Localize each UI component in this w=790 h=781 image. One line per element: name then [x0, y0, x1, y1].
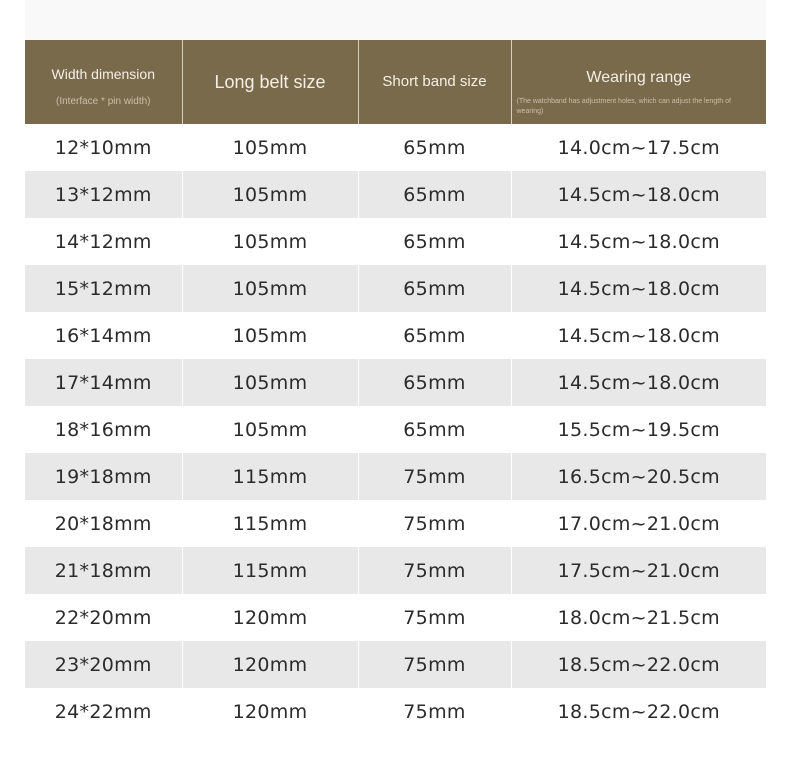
cell-long-belt: 105mm: [182, 218, 358, 265]
cell-long-belt: 105mm: [182, 406, 358, 453]
cell-wearing-range: 17.5cm~21.0cm: [511, 547, 766, 594]
table-row: [25, 265, 766, 312]
cell-wearing-range: 14.0cm~17.5cm: [511, 124, 766, 171]
cell-width-dimension: 14*12mm: [25, 218, 182, 265]
cell-short-band: 75mm: [358, 547, 511, 594]
cell-width-dimension: 19*18mm: [25, 453, 182, 500]
cell-long-belt: 105mm: [182, 124, 358, 171]
cell-width-dimension: 23*20mm: [25, 641, 182, 688]
cell-width-dimension: 22*20mm: [25, 594, 182, 641]
size-chart-table: [25, 40, 766, 735]
cell-short-band: 75mm: [358, 688, 511, 735]
cell-long-belt: 115mm: [182, 500, 358, 547]
cell-wearing-range: 17.0cm~21.0cm: [511, 500, 766, 547]
cell-short-band: 75mm: [358, 453, 511, 500]
table-row: [25, 171, 766, 218]
cell-long-belt: 120mm: [182, 594, 358, 641]
header-wearing-range-note: (The watchband has adjustment holes, which can adjust the length of wearing): [516, 98, 731, 115]
cell-short-band: 75mm: [358, 500, 511, 547]
top-band: [25, 0, 766, 40]
cell-short-band: 65mm: [358, 124, 511, 171]
cell-short-band: 65mm: [358, 312, 511, 359]
header-long-belt: [182, 40, 358, 124]
header-row: [25, 40, 766, 124]
cell-long-belt: 120mm: [182, 641, 358, 688]
cell-width-dimension: 20*18mm: [25, 500, 182, 547]
cell-width-dimension: 16*14mm: [25, 312, 182, 359]
cell-wearing-range: 14.5cm~18.0cm: [511, 265, 766, 312]
table-body: [25, 124, 766, 735]
cell-short-band: 65mm: [358, 265, 511, 312]
header-width-dimension: [25, 40, 182, 124]
cell-wearing-range: 14.5cm~18.0cm: [511, 218, 766, 265]
table-header: [25, 40, 766, 124]
cell-width-dimension: 12*10mm: [25, 124, 182, 171]
cell-short-band: 65mm: [358, 218, 511, 265]
cell-wearing-range: 14.5cm~18.0cm: [511, 312, 766, 359]
cell-wearing-range: 18.5cm~22.0cm: [511, 688, 766, 735]
cell-short-band: 75mm: [358, 641, 511, 688]
cell-width-dimension: 17*14mm: [25, 359, 182, 406]
cell-wearing-range: 14.5cm~18.0cm: [511, 171, 766, 218]
cell-wearing-range: 18.5cm~22.0cm: [511, 641, 766, 688]
cell-long-belt: 115mm: [182, 547, 358, 594]
table-row: [25, 218, 766, 265]
cell-wearing-range: 16.5cm~20.5cm: [511, 453, 766, 500]
cell-long-belt: 120mm: [182, 688, 358, 735]
header-width-dimension-sublabel: (Interface * pin width): [56, 95, 151, 107]
header-width-dimension-label: Width dimension: [51, 65, 155, 82]
table-row: [25, 359, 766, 406]
cell-long-belt: 115mm: [182, 453, 358, 500]
header-wearing-range-label: Wearing range: [586, 69, 692, 86]
cell-width-dimension: 15*12mm: [25, 265, 182, 312]
cell-width-dimension: 21*18mm: [25, 547, 182, 594]
table-row: [25, 406, 766, 453]
cell-width-dimension: 24*22mm: [25, 688, 182, 735]
table-row: [25, 688, 766, 735]
table-row: [25, 124, 766, 171]
cell-long-belt: 105mm: [182, 312, 358, 359]
cell-width-dimension: 18*16mm: [25, 406, 182, 453]
cell-wearing-range: 15.5cm~19.5cm: [511, 406, 766, 453]
table-row: [25, 547, 766, 594]
cell-short-band: 65mm: [358, 171, 511, 218]
header-short-band-label: Short band size: [382, 73, 487, 90]
header-short-band: [358, 40, 511, 124]
header-long-belt-label: Long belt size: [214, 71, 326, 92]
cell-long-belt: 105mm: [182, 359, 358, 406]
table-row: [25, 594, 766, 641]
table-row: [25, 453, 766, 500]
cell-short-band: 75mm: [358, 594, 511, 641]
cell-long-belt: 105mm: [182, 265, 358, 312]
cell-wearing-range: 18.0cm~21.5cm: [511, 594, 766, 641]
cell-width-dimension: 13*12mm: [25, 171, 182, 218]
table-row: [25, 641, 766, 688]
table-row: [25, 312, 766, 359]
header-wearing-range: [511, 40, 766, 124]
cell-long-belt: 105mm: [182, 171, 358, 218]
cell-short-band: 65mm: [358, 359, 511, 406]
table-row: [25, 500, 766, 547]
cell-wearing-range: 14.5cm~18.0cm: [511, 359, 766, 406]
cell-short-band: 65mm: [358, 406, 511, 453]
